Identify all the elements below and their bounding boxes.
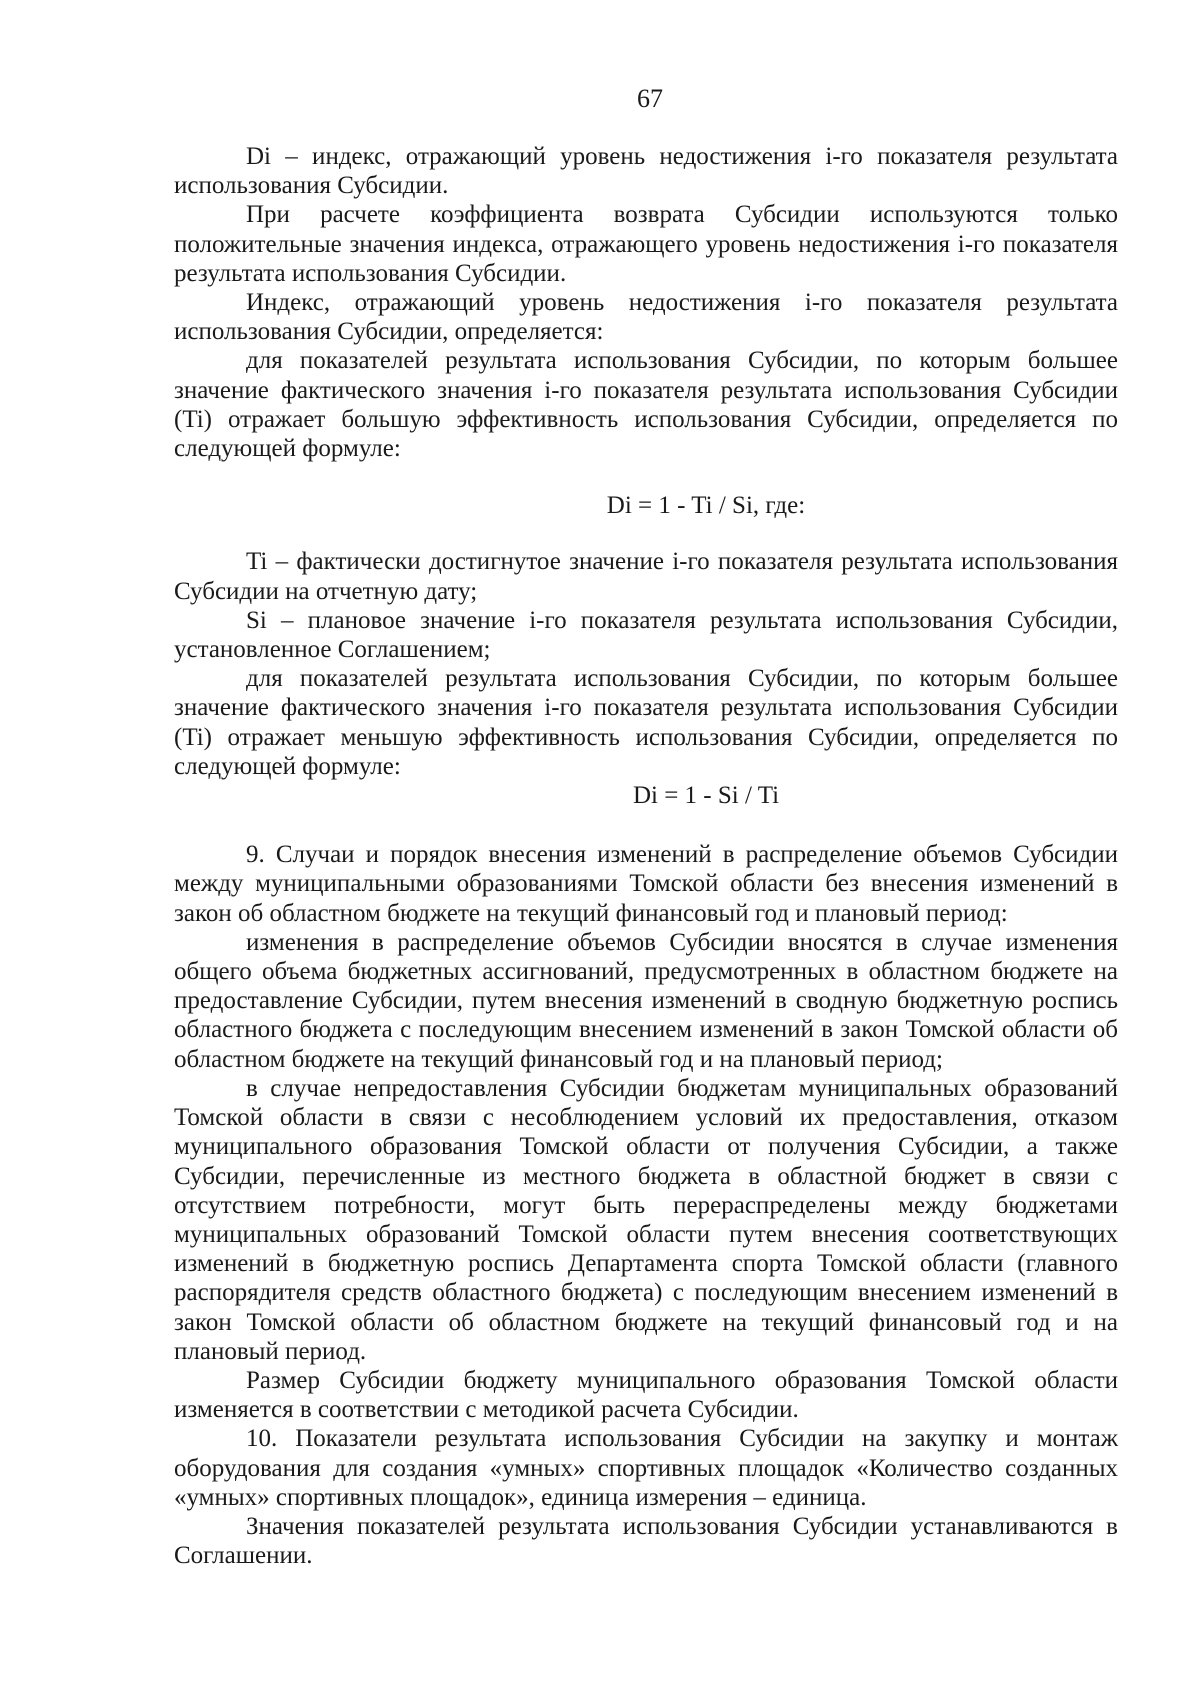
- paragraph-greater-effectiveness: для показателей результата использования Субсидии, по которым большее значение фактического значения i-го показателя результата использования Субсидии (Ti) отражает большую эффективность использования Субсидии, определяется по следующей формуле:: [174, 347, 1118, 463]
- paragraph-index-definition: Индекс, отражающий уровень недостижения i-го показателя результата использования Субсидии, определяется:: [174, 289, 1118, 346]
- page-number: 67: [637, 84, 663, 113]
- paragraph-changes-allocation: изменения в распределение объемов Субсидии вносятся в случае изменения общего объема бюджетных ассигнований, предусмотренных в областном бюджете на предоставление Субсидии, путем внесения изменений в сводную бюджетную роспись областного бюджета с последующим внесением изменений в закон Томской области об областном бюджете на текущий финансовый год и на плановый период;: [174, 928, 1118, 1073]
- document-body: [174, 142, 1118, 1570]
- paragraph-subsidy-size: Размер Субсидии бюджету муниципального образования Томской области изменяется в соответствии с методикой расчета Субсидии.: [174, 1366, 1118, 1424]
- definition-si: Si – плановое значение i-го показателя результата использования Субсидии, установленное Соглашением;: [174, 606, 1118, 664]
- paragraph-redistribution: в случае непредоставления Субсидии бюджетам муниципальных образований Томской области в связи с несоблюдением условий их предоставления, отказом муниципального образования Томской области от получения Субсидии, а также Субсидии, перечисленные из местного бюджета в областной бюджет в связи с отсутствием потребности, могут быть перераспределены между бюджетами муниципальных образований Томской области путем внесения соответствующих изменений в бюджетную роспись Департамента спорта Томской области (главного распорядителя средств областного бюджета) с последующим внесением изменений в закон Томской области об областном бюджете на текущий финансовый год и на плановый период.: [174, 1074, 1118, 1365]
- paragraph-positive-values: При расчете коэффициента возврата Субсидии используются только положительные значения индекса, отражающего уровень недостижения i-го показателя результата использования Субсидии.: [174, 201, 1118, 287]
- definition-ti: Ti – фактически достигнутое значение i-го показателя результата использования Субсидии на отчетную дату;: [174, 548, 1118, 605]
- paragraph-indicator-values: Значения показателей результата использования Субсидии устанавливаются в Соглашении.: [174, 1512, 1118, 1570]
- formula-di-ti-si: Di = 1 - Ti / Si, где:: [606, 492, 806, 520]
- definition-di: Di – индекс, отражающий уровень недостижения i-го показателя результата использования Субсидии.: [174, 143, 1118, 200]
- paragraph-lower-effectiveness: для показателей результата использования Субсидии, по которым большее значение фактического значения i-го показателя результата использования Субсидии (Ti) отражает меньшую эффективность использования Субсидии, определяется по следующей формуле:: [174, 665, 1118, 780]
- section-10-indicators: 10. Показатели результата использования Субсидии на закупку и монтаж оборудования для создания «умных» спортивных площадок «Количество созданных «умных» спортивных площадок», единица измерения – единица.: [174, 1425, 1118, 1511]
- section-9-heading: 9. Случаи и порядок внесения изменений в распределение объемов Субсидии между муниципальными образованиями Томской области без внесения изменений в закон об областном бюджете на текущий финансовый год и плановый период:: [174, 841, 1118, 927]
- formula-di-si-ti: Di = 1 - Si / Ti: [632, 782, 780, 810]
